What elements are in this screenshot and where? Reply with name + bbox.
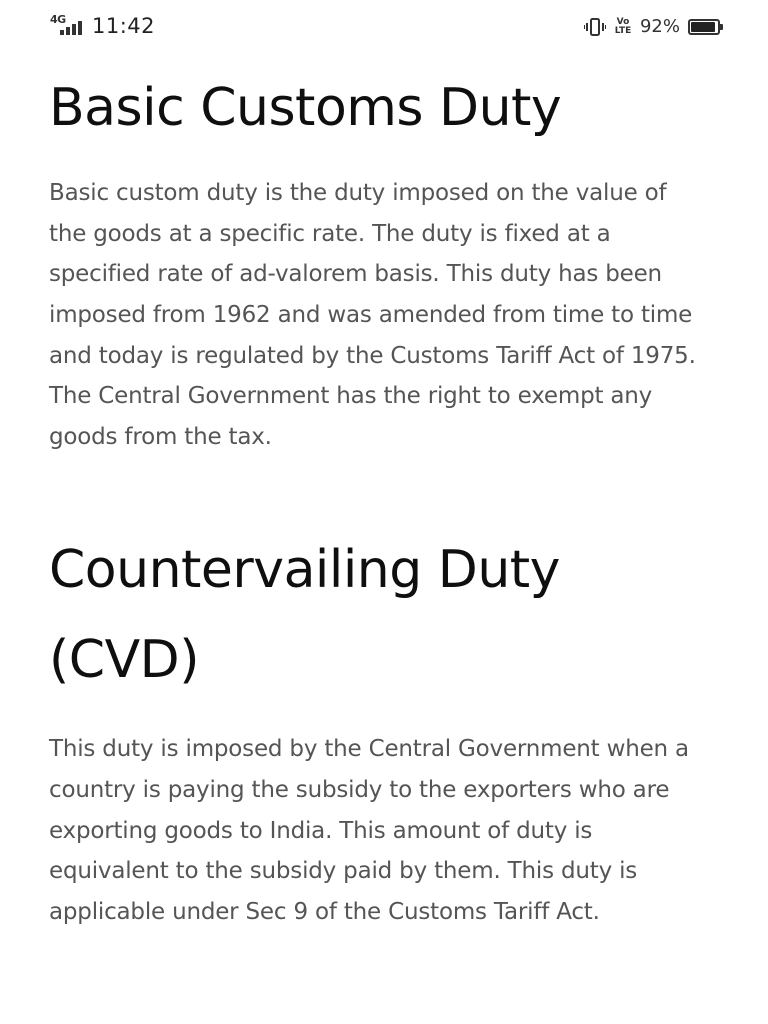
signal-bar xyxy=(66,27,70,35)
section-body: Basic custom duty is the duty imposed on the value of the goods at a specific rate. The duty is fixed at a specified rate of ad-valorem basis. This duty has been imposed from 1962 and was amended from time to time and today is regulated by the Customs Tariff Act of 1975. The Central Government has the right to exempt any goods from the tax. xyxy=(49,180,696,450)
signal-bar xyxy=(72,24,76,35)
vibrate-icon xyxy=(584,18,606,36)
battery-fill xyxy=(691,22,715,32)
section-basic-customs-duty xyxy=(49,80,709,457)
status-right xyxy=(584,16,720,37)
network-type: 4G xyxy=(50,13,66,26)
status-bar xyxy=(0,0,768,56)
section-countervailing-duty xyxy=(49,525,709,932)
battery-percent: 92% xyxy=(639,16,680,37)
section-heading: Countervailing Duty (CVD) xyxy=(49,540,560,691)
signal-bar xyxy=(78,21,82,35)
section-body: This duty is imposed by the Central Government when a country is paying the subsidy to the exporters who are exporting goods to India. This amount of duty is equivalent to the subsidy paid by them. This duty is applicable under Sec 9 of the Customs Tariff Act. xyxy=(49,736,689,925)
status-left xyxy=(50,14,155,38)
battery-icon xyxy=(688,19,720,35)
article-content xyxy=(49,72,709,932)
section-heading: Basic Customs Duty xyxy=(49,78,562,138)
clock: 11:42 xyxy=(92,14,156,38)
volte-icon: Vo LTE xyxy=(614,16,632,36)
signal-bar xyxy=(60,30,64,35)
signal-icon xyxy=(50,15,86,37)
